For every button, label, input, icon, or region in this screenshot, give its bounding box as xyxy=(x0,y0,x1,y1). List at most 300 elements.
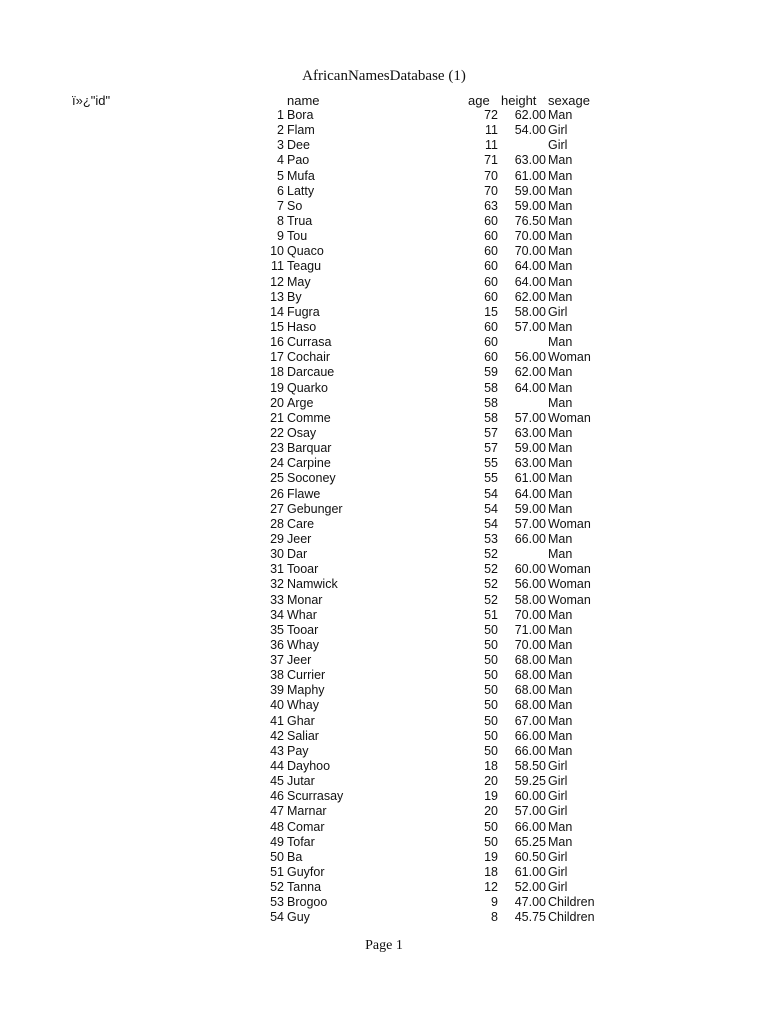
table-row xyxy=(0,714,768,729)
cell-id: 38 xyxy=(270,668,284,683)
cell-id: 3 xyxy=(277,138,284,153)
cell-sexage: Man xyxy=(548,819,573,834)
cell-sexage: Man xyxy=(548,183,573,198)
cell-age: 50 xyxy=(484,743,498,758)
table-row xyxy=(0,471,768,486)
cell-name: Guy xyxy=(287,910,310,925)
cell-height: 59.00 xyxy=(514,501,546,516)
cell-name: Pay xyxy=(287,743,309,758)
cell-sexage: Man xyxy=(548,486,573,501)
cell-name: May xyxy=(287,274,311,289)
column-header-age: age xyxy=(468,93,490,108)
cell-sexage: Children xyxy=(548,895,595,910)
cell-sexage: Man xyxy=(548,395,573,410)
column-header-id: ï»¿"id" xyxy=(72,93,111,108)
cell-id: 48 xyxy=(270,819,284,834)
cell-height: 57.00 xyxy=(514,410,546,425)
cell-height: 60.00 xyxy=(514,562,546,577)
cell-sexage: Woman xyxy=(548,592,591,607)
cell-age: 52 xyxy=(484,562,498,577)
cell-age: 50 xyxy=(484,834,498,849)
cell-sexage: Man xyxy=(548,637,573,652)
cell-name: Comme xyxy=(287,410,331,425)
cell-id: 25 xyxy=(270,471,284,486)
cell-age: 63 xyxy=(484,198,498,213)
cell-age: 54 xyxy=(484,501,498,516)
cell-height: 57.00 xyxy=(514,804,546,819)
cell-height: 66.00 xyxy=(514,819,546,834)
table-row xyxy=(0,335,768,350)
table-row xyxy=(0,804,768,819)
cell-name: Tou xyxy=(287,229,308,244)
cell-name: Pao xyxy=(287,153,310,168)
cell-age: 60 xyxy=(484,244,498,259)
table-row xyxy=(0,744,768,759)
cell-id: 9 xyxy=(277,229,284,244)
cell-sexage: Man xyxy=(548,622,573,637)
cell-sexage: Man xyxy=(548,244,573,259)
cell-age: 50 xyxy=(484,819,498,834)
table-row xyxy=(0,532,768,547)
cell-id: 37 xyxy=(270,653,284,668)
cell-id: 54 xyxy=(270,910,284,925)
cell-age: 57 xyxy=(484,425,498,440)
table-row xyxy=(0,623,768,638)
cell-id: 22 xyxy=(270,425,284,440)
cell-age: 50 xyxy=(484,637,498,652)
cell-name: Tooar xyxy=(287,562,319,577)
cell-sexage: Man xyxy=(548,198,573,213)
cell-sexage: Man xyxy=(548,607,573,622)
cell-id: 4 xyxy=(277,153,284,168)
cell-height: 59.25 xyxy=(514,774,546,789)
cell-age: 52 xyxy=(484,577,498,592)
cell-age: 18 xyxy=(484,865,498,880)
cell-age: 50 xyxy=(484,668,498,683)
cell-height: 70.00 xyxy=(514,229,546,244)
cell-name: Dar xyxy=(287,547,308,562)
cell-id: 32 xyxy=(270,577,284,592)
cell-id: 17 xyxy=(270,350,284,365)
cell-age: 50 xyxy=(484,653,498,668)
cell-name: Teagu xyxy=(287,259,322,274)
cell-height: 61.00 xyxy=(514,865,546,880)
cell-name: Currier xyxy=(287,668,326,683)
cell-height: 47.00 xyxy=(514,895,546,910)
table-row xyxy=(0,865,768,880)
cell-age: 60 xyxy=(484,319,498,334)
cell-height: 68.00 xyxy=(514,653,546,668)
cell-height: 58.50 xyxy=(514,759,546,774)
cell-height: 60.50 xyxy=(514,849,546,864)
cell-id: 30 xyxy=(270,547,284,562)
table-row xyxy=(0,396,768,411)
table-row xyxy=(0,305,768,320)
cell-id: 14 xyxy=(270,304,284,319)
cell-sexage: Man xyxy=(548,531,573,546)
cell-height: 63.00 xyxy=(514,425,546,440)
cell-name: Whay xyxy=(287,637,319,652)
cell-name: Marnar xyxy=(287,804,327,819)
table-row xyxy=(0,638,768,653)
cell-sexage: Man xyxy=(548,713,573,728)
cell-sexage: Girl xyxy=(548,789,568,804)
cell-height: 54.00 xyxy=(514,123,546,138)
table-row xyxy=(0,184,768,199)
cell-name: Tooar xyxy=(287,622,319,637)
cell-id: 36 xyxy=(270,637,284,652)
table-row xyxy=(0,244,768,259)
cell-age: 60 xyxy=(484,289,498,304)
cell-name: Maphy xyxy=(287,683,325,698)
cell-id: 43 xyxy=(270,743,284,758)
cell-name: Fugra xyxy=(287,304,320,319)
cell-height: 61.00 xyxy=(514,168,546,183)
cell-sexage: Man xyxy=(548,213,573,228)
cell-height: 68.00 xyxy=(514,683,546,698)
cell-id: 27 xyxy=(270,501,284,516)
cell-sexage: Man xyxy=(548,380,573,395)
cell-id: 42 xyxy=(270,728,284,743)
cell-id: 53 xyxy=(270,895,284,910)
cell-name: Soconey xyxy=(287,471,336,486)
table-row xyxy=(0,365,768,380)
document-title: AfricanNamesDatabase (1) xyxy=(302,68,466,84)
cell-sexage: Man xyxy=(548,683,573,698)
cell-height: 56.00 xyxy=(514,577,546,592)
cell-age: 54 xyxy=(484,516,498,531)
cell-id: 26 xyxy=(270,486,284,501)
cell-id: 7 xyxy=(277,198,284,213)
cell-sexage: Girl xyxy=(548,880,568,895)
cell-age: 54 xyxy=(484,486,498,501)
table-row xyxy=(0,608,768,623)
cell-height: 70.00 xyxy=(514,637,546,652)
cell-sexage: Man xyxy=(548,425,573,440)
cell-age: 60 xyxy=(484,229,498,244)
column-header-height: height xyxy=(501,93,537,108)
table-row xyxy=(0,290,768,305)
cell-name: Jeer xyxy=(287,531,312,546)
cell-sexage: Man xyxy=(548,365,573,380)
table-row xyxy=(0,683,768,698)
cell-sexage: Man xyxy=(548,834,573,849)
cell-id: 41 xyxy=(270,713,284,728)
cell-height: 52.00 xyxy=(514,880,546,895)
cell-id: 21 xyxy=(270,410,284,425)
cell-id: 35 xyxy=(270,622,284,637)
cell-sexage: Man xyxy=(548,653,573,668)
cell-age: 11 xyxy=(485,138,498,153)
cell-sexage: Man xyxy=(548,289,573,304)
cell-sexage: Girl xyxy=(548,138,568,153)
column-header-name: name xyxy=(287,93,320,108)
cell-name: Cochair xyxy=(287,350,331,365)
cell-sexage: Girl xyxy=(548,804,568,819)
cell-height: 59.00 xyxy=(514,198,546,213)
table-row xyxy=(0,698,768,713)
cell-height: 56.00 xyxy=(514,350,546,365)
cell-id: 5 xyxy=(277,168,284,183)
column-header-sexage: sexage xyxy=(548,93,590,108)
cell-id: 19 xyxy=(270,380,284,395)
cell-name: Brogoo xyxy=(287,895,328,910)
cell-height: 66.00 xyxy=(514,531,546,546)
cell-id: 12 xyxy=(270,274,284,289)
cell-name: Flawe xyxy=(287,486,321,501)
table-row xyxy=(0,502,768,517)
table-row xyxy=(0,214,768,229)
cell-name: Jutar xyxy=(287,774,315,789)
table-row xyxy=(0,562,768,577)
cell-name: Currasa xyxy=(287,335,332,350)
cell-age: 51 xyxy=(484,607,498,622)
cell-name: Ghar xyxy=(287,713,315,728)
cell-sexage: Children xyxy=(548,910,595,925)
cell-height: 70.00 xyxy=(514,244,546,259)
cell-sexage: Man xyxy=(548,274,573,289)
cell-name: Comar xyxy=(287,819,325,834)
cell-id: 46 xyxy=(270,789,284,804)
cell-id: 28 xyxy=(270,516,284,531)
cell-height: 66.00 xyxy=(514,728,546,743)
cell-name: Darcaue xyxy=(287,365,335,380)
cell-age: 70 xyxy=(484,183,498,198)
cell-id: 16 xyxy=(270,335,284,350)
table-row xyxy=(0,441,768,456)
cell-age: 19 xyxy=(484,849,498,864)
cell-age: 60 xyxy=(484,335,498,350)
table-row xyxy=(0,456,768,471)
cell-id: 33 xyxy=(270,592,284,607)
cell-name: Monar xyxy=(287,592,323,607)
cell-age: 12 xyxy=(484,880,498,895)
cell-height: 63.00 xyxy=(514,153,546,168)
cell-age: 60 xyxy=(484,259,498,274)
cell-sexage: Man xyxy=(548,501,573,516)
table-row xyxy=(0,895,768,910)
cell-age: 58 xyxy=(484,410,498,425)
cell-age: 60 xyxy=(484,274,498,289)
cell-sexage: Woman xyxy=(548,562,591,577)
table-row xyxy=(0,547,768,562)
cell-id: 11 xyxy=(271,259,284,274)
cell-height: 70.00 xyxy=(514,607,546,622)
cell-height: 65.25 xyxy=(514,834,546,849)
cell-sexage: Woman xyxy=(548,350,591,365)
cell-id: 31 xyxy=(270,562,284,577)
cell-age: 9 xyxy=(491,895,498,910)
cell-name: So xyxy=(287,198,303,213)
cell-name: Dayhoo xyxy=(287,759,331,774)
cell-height: 63.00 xyxy=(514,456,546,471)
cell-height: 64.00 xyxy=(514,259,546,274)
table-row xyxy=(0,123,768,138)
cell-id: 39 xyxy=(270,683,284,698)
table-row xyxy=(0,835,768,850)
table-row xyxy=(0,169,768,184)
cell-age: 60 xyxy=(484,213,498,228)
cell-height: 57.00 xyxy=(514,319,546,334)
cell-age: 18 xyxy=(484,759,498,774)
table-row xyxy=(0,668,768,683)
cell-name: Carpine xyxy=(287,456,331,471)
cell-age: 8 xyxy=(491,910,498,925)
cell-name: Jeer xyxy=(287,653,312,668)
cell-sexage: Man xyxy=(548,168,573,183)
cell-age: 20 xyxy=(484,804,498,819)
table-row xyxy=(0,653,768,668)
cell-height: 64.00 xyxy=(514,380,546,395)
cell-height: 68.00 xyxy=(514,668,546,683)
cell-name: Whar xyxy=(287,607,317,622)
cell-id: 23 xyxy=(270,441,284,456)
table-row xyxy=(0,411,768,426)
table-row xyxy=(0,880,768,895)
table-row xyxy=(0,850,768,865)
cell-height: 60.00 xyxy=(514,789,546,804)
cell-sexage: Girl xyxy=(548,759,568,774)
cell-id: 34 xyxy=(270,607,284,622)
cell-height: 64.00 xyxy=(514,486,546,501)
cell-age: 70 xyxy=(484,168,498,183)
cell-height: 62.00 xyxy=(514,289,546,304)
table-row xyxy=(0,789,768,804)
cell-name: Osay xyxy=(287,425,317,440)
cell-height: 59.00 xyxy=(514,441,546,456)
cell-name: Scurrasay xyxy=(287,789,344,804)
cell-height: 45.75 xyxy=(514,910,546,925)
cell-id: 2 xyxy=(277,123,284,138)
cell-sexage: Man xyxy=(548,229,573,244)
table-row xyxy=(0,199,768,214)
cell-name: Arge xyxy=(287,395,314,410)
table-row xyxy=(0,153,768,168)
cell-id: 49 xyxy=(270,834,284,849)
table-row xyxy=(0,729,768,744)
cell-sexage: Woman xyxy=(548,410,591,425)
cell-name: Flam xyxy=(287,123,315,138)
table-row xyxy=(0,487,768,502)
cell-age: 20 xyxy=(484,774,498,789)
table-row xyxy=(0,517,768,532)
cell-age: 58 xyxy=(484,380,498,395)
cell-age: 52 xyxy=(484,547,498,562)
cell-age: 53 xyxy=(484,531,498,546)
table-row xyxy=(0,577,768,592)
cell-sexage: Man xyxy=(548,335,573,350)
cell-id: 40 xyxy=(270,698,284,713)
cell-id: 51 xyxy=(270,865,284,880)
cell-age: 50 xyxy=(484,622,498,637)
table-row xyxy=(0,229,768,244)
table-body xyxy=(0,108,768,926)
cell-age: 52 xyxy=(484,592,498,607)
cell-id: 50 xyxy=(270,849,284,864)
cell-sexage: Man xyxy=(548,547,573,562)
cell-name: By xyxy=(287,289,302,304)
cell-sexage: Man xyxy=(548,698,573,713)
cell-height: 58.00 xyxy=(514,592,546,607)
table-row xyxy=(0,774,768,789)
table-row xyxy=(0,820,768,835)
cell-id: 15 xyxy=(270,319,284,334)
cell-sexage: Woman xyxy=(548,516,591,531)
cell-height: 59.00 xyxy=(514,183,546,198)
cell-name: Ba xyxy=(287,849,303,864)
cell-name: Care xyxy=(287,516,315,531)
cell-sexage: Man xyxy=(548,108,573,122)
cell-name: Quarko xyxy=(287,380,328,395)
cell-sexage: Man xyxy=(548,259,573,274)
cell-id: 47 xyxy=(270,804,284,819)
cell-age: 15 xyxy=(484,304,498,319)
cell-name: Tofar xyxy=(287,834,315,849)
cell-id: 10 xyxy=(270,244,284,259)
cell-sexage: Man xyxy=(548,319,573,334)
cell-name: Barquar xyxy=(287,441,332,456)
cell-age: 19 xyxy=(484,789,498,804)
table-row xyxy=(0,381,768,396)
cell-id: 52 xyxy=(270,880,284,895)
cell-sexage: Girl xyxy=(548,123,568,138)
cell-name: Gebunger xyxy=(287,501,343,516)
cell-sexage: Girl xyxy=(548,865,568,880)
cell-age: 55 xyxy=(484,456,498,471)
cell-sexage: Man xyxy=(548,743,573,758)
cell-height: 64.00 xyxy=(514,274,546,289)
cell-height: 62.00 xyxy=(514,108,546,122)
cell-sexage: Man xyxy=(548,728,573,743)
cell-name: Whay xyxy=(287,698,319,713)
cell-sexage: Man xyxy=(548,456,573,471)
cell-id: 24 xyxy=(270,456,284,471)
cell-name: Haso xyxy=(287,319,317,334)
cell-age: 71 xyxy=(484,153,498,168)
cell-age: 55 xyxy=(484,471,498,486)
cell-name: Guyfor xyxy=(287,865,325,880)
cell-id: 6 xyxy=(277,183,284,198)
cell-name: Latty xyxy=(287,183,315,198)
cell-sexage: Man xyxy=(548,441,573,456)
cell-sexage: Woman xyxy=(548,577,591,592)
page-number: Page 1 xyxy=(365,938,403,953)
cell-id: 29 xyxy=(270,531,284,546)
cell-height: 67.00 xyxy=(514,713,546,728)
cell-height: 61.00 xyxy=(514,471,546,486)
cell-age: 72 xyxy=(484,108,498,122)
cell-age: 50 xyxy=(484,698,498,713)
cell-height: 66.00 xyxy=(514,743,546,758)
cell-height: 58.00 xyxy=(514,304,546,319)
cell-name: Bora xyxy=(287,108,314,122)
cell-age: 57 xyxy=(484,441,498,456)
cell-height: 68.00 xyxy=(514,698,546,713)
cell-sexage: Man xyxy=(548,471,573,486)
cell-name: Namwick xyxy=(287,577,338,592)
cell-id: 18 xyxy=(270,365,284,380)
cell-name: Trua xyxy=(287,213,313,228)
table-row xyxy=(0,910,768,925)
cell-height: 62.00 xyxy=(514,365,546,380)
table-row xyxy=(0,138,768,153)
table-row xyxy=(0,593,768,608)
cell-sexage: Girl xyxy=(548,849,568,864)
cell-id: 1 xyxy=(277,108,284,122)
cell-age: 50 xyxy=(484,683,498,698)
cell-name: Tanna xyxy=(287,880,322,895)
table-row xyxy=(0,108,768,123)
